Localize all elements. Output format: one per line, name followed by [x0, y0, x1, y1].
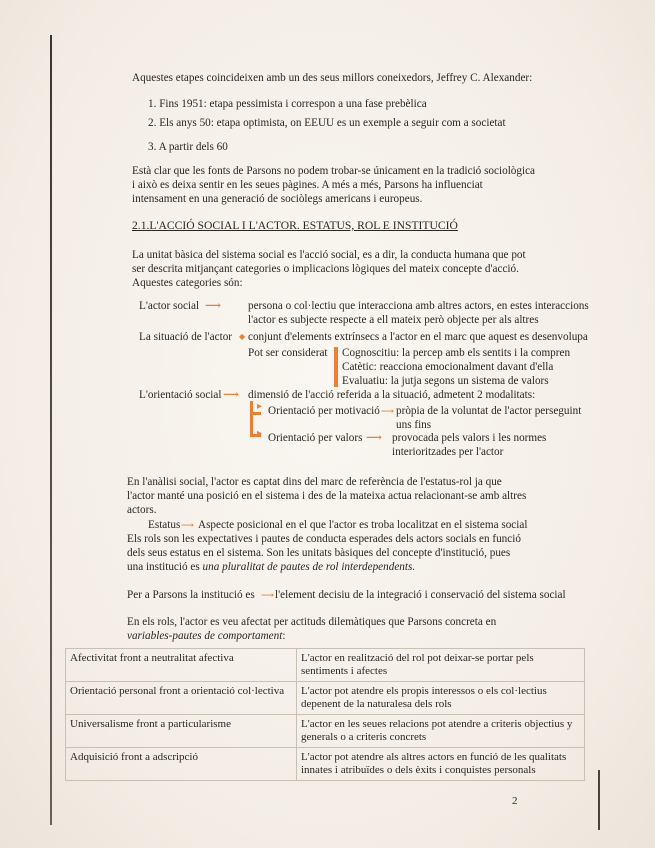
para5-colon: : — [282, 630, 286, 642]
stage-1: 1. Fins 1951: etapa pessimista i correspon a una fase prebèlica — [148, 98, 427, 110]
para3-line-3: actors. — [127, 504, 157, 516]
diamond-bullet-icon: ◆ — [239, 332, 246, 341]
estatus-label: Estatus — [148, 519, 181, 531]
arrow-icon: ⟶ — [381, 406, 393, 416]
arrow-icon: ⟶ — [261, 590, 273, 600]
para4-line-2: dels seus estatus en el sistema. Son les unitats bàsiques del concepte d'institució, pues — [127, 547, 511, 559]
evaluatiu: Evaluatiu: la jutja segons un sistema de valors — [342, 375, 549, 387]
para5-line-1: En els rols, l'actor es veu afectat per actituds dilemàtiques que Parsons concreta en — [127, 616, 497, 628]
arrow-icon: ⟶ — [366, 432, 382, 444]
estatus-def: Aspecte posicional en el que l'actor es troba localitzat en el sistema social — [198, 519, 528, 531]
arrow-icon: ⟶ — [181, 520, 193, 530]
valors-def-2: interioritzades per l'actor — [392, 446, 504, 458]
para3-line-2: l'actor manté una posició en el sistema i des de la mateixa actua relacionant-se amb altres — [127, 490, 527, 502]
table-cell: Universalisme front a particularisme — [66, 715, 297, 748]
stage-3: 3. A partir dels 60 — [148, 141, 228, 153]
table-cell: Afectivitat front a neutralitat afectiva — [66, 649, 297, 682]
para2-line-1: La unitat bàsica del sistema social es l'acció social, es a dir, la conducta humana que pot — [132, 249, 526, 261]
table-cell: L'actor en les seues relacions pot atendre a criteris objectius y generals o a criteris concrets — [297, 715, 585, 748]
motivacio-label: Orientació per motivació — [268, 405, 380, 417]
catetic: Catètic: reacciona emocionalment davant d'ella — [342, 361, 554, 373]
valors-def-1: provocada pels valors i les normes — [392, 432, 547, 444]
table-row — [66, 682, 585, 715]
table-row — [66, 748, 585, 781]
table-cell: Adquisició front a adscripció — [66, 748, 297, 781]
orientacio-label: L'orientació social — [139, 389, 222, 401]
binding-shadow — [50, 35, 52, 825]
arrowhead-icon: ▸ — [257, 401, 263, 412]
table-cell: L'actor pot atendre els propis interessos o els col·lectius depenent de la naturalesa dels rols — [297, 682, 585, 715]
actor-social-label: L'actor social — [139, 300, 200, 312]
cognoscitiu: Cognoscitiu: la percep amb els sentits i la compren — [342, 347, 571, 359]
intro-line: Aquestes etapes coincideixen amb un des seus millors coneixedors, Jeffrey C. Alexander: — [132, 72, 533, 84]
actor-social-def-1: persona o col·lectiu que interacciona amb altres actors, en estes interaccions — [248, 300, 589, 312]
section-heading: 2.1.L'ACCIÓ SOCIAL I L'ACTOR. ESTATUS, ROL E INSTITUCIÓ — [132, 219, 458, 232]
para5-line-2 — [127, 629, 285, 643]
valors-label: Orientació per valors — [268, 432, 363, 444]
arrowhead-icon: ▸ — [257, 428, 263, 439]
table-row — [66, 649, 585, 682]
para2-line-2: ser descrita mitjançant categories o implicacions lògiques del mateix concepte d'acció. — [132, 263, 519, 275]
situacio-def: conjunt d'elements extrínsecs a l'actor en el marc que aquest es desenvolupa — [248, 331, 588, 343]
institucio-post: l'element decisiu de la integració i conservació del sistema social — [275, 589, 566, 601]
institucio-pre: Per a Parsons la institució es — [127, 589, 255, 601]
bracket-icon — [334, 347, 338, 387]
pattern-variables-table — [65, 648, 585, 781]
para4-line-1: Els rols son les expectatives i pautes de conducta esperades dels actors socials en funció — [127, 533, 521, 545]
para4-italic: una pluralitat de pautes de rol interdependents. — [202, 561, 416, 573]
para3-line-1: En l'anàlisi social, l'actor es captat dins del marc de referència de l'estatus-rol ja que — [127, 476, 502, 488]
para1-line-3: intensament en una generació de sociòlegs americans i europeus. — [132, 193, 423, 205]
table-cell: L'actor en realització del rol pot deixar-se portar pels sentiments i afectes — [297, 649, 585, 682]
page-edge-mark — [598, 770, 600, 830]
actor-social-def-2: l'actor es subjecte respecte a ell mateix però objecte per als altres — [248, 314, 539, 326]
para1-line-1: Està clar que les fonts de Parsons no podem trobar-se únicament en la tradició sociològica — [132, 165, 536, 177]
para4-line-3 — [127, 560, 415, 574]
situacio-label: La situació de l'actor — [139, 331, 233, 343]
pot-ser-considerat: Pot ser considerat — [248, 347, 328, 359]
motivacio-def-2: uns fins — [396, 419, 432, 431]
stage-2: 2. Els anys 50: etapa optimista, on EEUU es un exemple a seguir com a societat — [148, 117, 506, 129]
orientacio-def: dimensió de l'acció referida a la situació, admetent 2 modalitats: — [248, 389, 536, 401]
motivacio-def-1: pròpia de la voluntat de l'actor perseguint — [396, 405, 582, 417]
table-cell: L'actor pot atendre als altres actors en funció de les qualitats innates i atribuïdes o dels èxits i conquistes personals — [297, 748, 585, 781]
arrow-icon: ⟶ — [205, 300, 221, 312]
arrow-icon: ⟶ — [223, 389, 239, 401]
para4-plain: una institució es — [127, 561, 203, 573]
para1-line-2: i això es deixa sentir en les seues pàgines. A més a més, Parsons ha influenciat — [132, 179, 483, 191]
para5-italic: variables-pautes de comportament — [127, 630, 283, 642]
table-row — [66, 715, 585, 748]
page-number: 2 — [512, 795, 518, 807]
table-cell: Orientació personal front a orientació col·lectiva — [66, 682, 297, 715]
para2-line-3: Aquestes categories són: — [132, 277, 243, 289]
